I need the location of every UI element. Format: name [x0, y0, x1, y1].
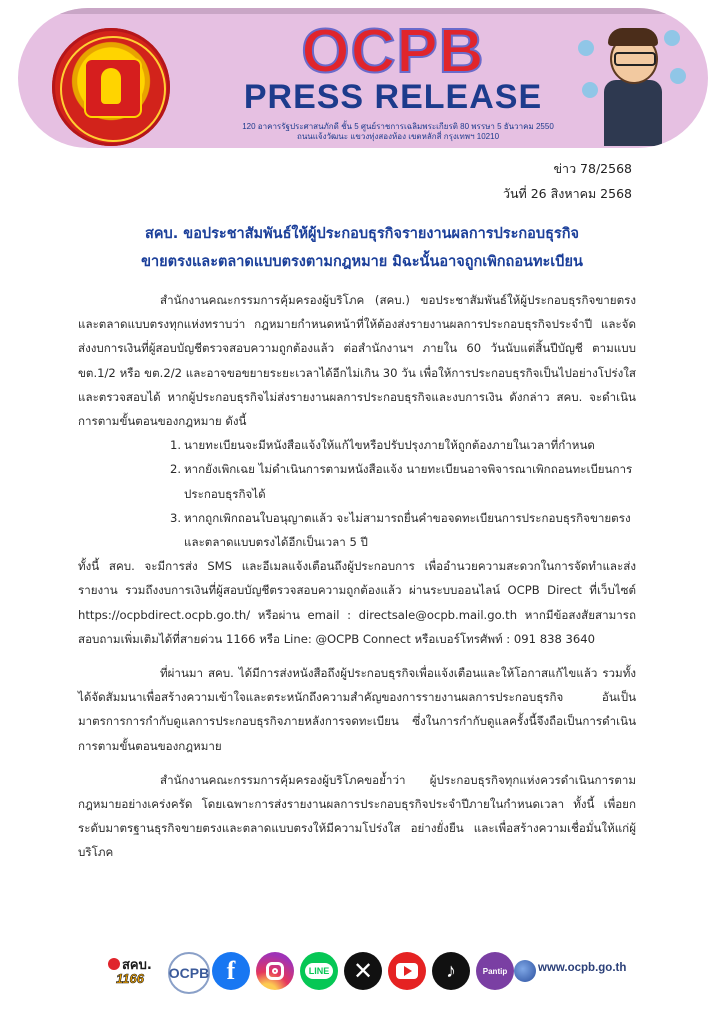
- hotline-number: 1166: [116, 971, 144, 986]
- headline-line-2: ขายตรงและตลาดแบบตรงตามกฎหมาย มิฉะนั้นอาจถูกเพิกถอนทะเบียน: [141, 254, 583, 270]
- article-body: [78, 288, 636, 865]
- banner-address: [188, 122, 608, 142]
- step-item: [78, 433, 636, 457]
- globe-icon: [514, 960, 536, 982]
- paragraph-2: ทั้งนี้ สคบ. จะมีการส่ง SMS และอีเมลแจ้งเตือนถึงผู้ประกอบการ เพื่ออำนวยความสะดวกในการจัดทำและส่งรายงาน รวมถึงงบการเงินที่ผู้สอบบัญชีตรวจสอบความถูกต้องแล้ว ผ่านระบบออนไลน์ OCPB Direct ที่เว็บไซต์ https://ocpbdirect.ocpb.go.th/ หรือผ่าน email : directsale@ocpb.mail.go.th หากมีข้อสงสัยสามารถสอบถามเพิ่มเติมได้ที่สายด่วน 1166 หรือ Line: @OCPB Connect หรือเบอร์โทรศัพท์ : 091 838 3640: [78, 559, 636, 646]
- hotline-dot-icon: [108, 958, 120, 970]
- step-item: [78, 457, 636, 505]
- news-number: ข่าว 78/2568: [553, 161, 632, 176]
- ocpb-circle-icon[interactable]: [168, 952, 210, 994]
- step-number: 3.: [170, 510, 182, 525]
- website-url: www.ocpb.go.th: [538, 962, 627, 974]
- x-twitter-icon[interactable]: ✕: [344, 952, 382, 990]
- banner-subtitle: PRESS RELEASE: [243, 78, 543, 116]
- footer-social-bar: [108, 950, 648, 994]
- play-glyph: [396, 963, 418, 979]
- pantip-label: Pantip: [482, 966, 508, 976]
- address-line-1: 120 อาคารรัฐประศาสนภักดี ชั้น 5 ศูนย์ราชการเฉลิมพระเกียรติ 80 พรรษา 5 ธันวาคม 2550: [242, 122, 554, 131]
- camera-glyph: [266, 962, 284, 980]
- step-text: หากยังเพิกเฉย ไม่ดำเนินการตามหนังสือแจ้ง นายทะเบียนอาจพิจารณาเพิกถอนทะเบียนการประกอบธุรกิจได้: [184, 462, 633, 501]
- headline-line-1: สคบ. ขอประชาสัมพันธ์ให้ผู้ประกอบธุรกิจรายงานผลการประกอบธุรกิจ: [145, 226, 579, 242]
- mascot-body: [604, 80, 662, 146]
- step-number: 2.: [170, 462, 182, 477]
- mascot-glasses: [614, 52, 656, 66]
- line-label: LINE: [305, 963, 334, 979]
- seal-emblem-icon: [84, 58, 142, 118]
- steps-list: [78, 433, 636, 554]
- bubble-icon: [670, 68, 686, 84]
- header-banner: [18, 8, 708, 148]
- line-icon[interactable]: [300, 952, 338, 990]
- paragraph-4: สำนักงานคณะกรรมการคุ้มครองผู้บริโภคขอย้ำว่า ผู้ประกอบธุรกิจทุกแห่งควรดำเนินการตามกฎหมายอย่างเคร่งครัด โดยเฉพาะการส่งรายงานผลการประกอบธุรกิจประจำปีภายในกำหนดเวลา ทั้งนี้ เพื่อยกระดับมาตรฐานธุรกิจขายตรงและตลาดแบบตรงให้มีความโปร่งใส อย่างยั่งยืน และเพื่อสร้างความเชื่อมั่นให้แก่ผู้บริโภค: [78, 772, 636, 860]
- headline: [60, 220, 664, 276]
- bubble-icon: [664, 30, 680, 46]
- paragraph-1: สำนักงานคณะกรรมการคุ้มครองผู้บริโภค (สคบ.) ขอประชาสัมพันธ์ให้ผู้ประกอบธุรกิจขายตรงและตลาดแบบตรงทุกแห่งทราบว่า กฎหมายกำหนดหน้าที่ให้ต้องส่งรายงานผลการประกอบธุรกิจประจำปี และจัดส่งงบการเงินที่ผู้สอบบัญชีตรวจสอบความถูกต้องแล้ว ต่อสำนักงานฯ ภายใน 60 วันนับแต่สิ้นปีบัญชี ตามแบบ ขต.1/2 หรือ ขต.2/2 และอาจขอขยายระยะเวลาได้อีกไม่เกิน 30 วัน เพื่อให้การประกอบธุรกิจเป็นไปอย่างโปร่งใสและตรวจสอบได้ หากผู้ประกอบธุรกิจไม่ส่งรายงานผลการประกอบธุรกิจและงบการเงิน ดังกล่าว สคบ. จะดำเนินการตามขั้นตอนของกฎหมาย ดังนี้: [78, 293, 636, 429]
- banner-stripe: [18, 8, 708, 14]
- step-number: 1.: [170, 438, 182, 453]
- tiktok-icon[interactable]: ♪: [432, 952, 470, 990]
- hotline-1166-logo[interactable]: [108, 954, 164, 988]
- step-text: นายทะเบียนจะมีหนังสือแจ้งให้แก้ไขหรือปรับปรุงภายให้ถูกต้องภายในเวลาที่กำหนด: [184, 438, 595, 453]
- bubble-icon: [582, 82, 598, 98]
- ocpb-circle-label: OCPB: [168, 965, 210, 981]
- news-date: วันที่ 26 สิงหาคม 2568: [502, 186, 632, 201]
- instagram-icon[interactable]: [256, 952, 294, 990]
- address-line-2: ถนนแจ้งวัฒนะ แขวงทุ่งสองห้อง เขตหลักสี่ กรุงเทพฯ 10210: [296, 132, 500, 141]
- step-text: หากถูกเพิกถอนใบอนุญาตแล้ว จะไม่สามารถยื่นคำขอจดทะเบียนการประกอบธุรกิจขายตรงและตลาดแบบตรงได้อีกเป็นเวลา 5 ปี: [184, 510, 631, 550]
- hotline-label: สคบ.: [122, 958, 152, 973]
- pantip-icon[interactable]: [476, 952, 514, 990]
- banner-title: OCPB: [301, 17, 485, 86]
- website-link[interactable]: [514, 958, 648, 984]
- facebook-icon[interactable]: f: [212, 952, 250, 990]
- news-meta: [503, 156, 632, 206]
- bubble-icon: [578, 40, 594, 56]
- mascot-illustration: [578, 22, 688, 146]
- step-item: [78, 506, 636, 554]
- paragraph-3: ที่ผ่านมา สคบ. ได้มีการส่งหนังสือถึงผู้ประกอบธุรกิจเพื่อแจ้งเตือนและให้โอกาสแก้ไขแล้ว รวมทั้งได้จัดสัมมนาเพื่อสร้างความเข้าใจและตระหนักถึงความสำคัญของการรายงานผลการประกอบธุรกิจ อันเป็นมาตรการการกำกับดูแลการประกอบธุรกิจภายหลังการจดทะเบียน ซึ่งในการกำกับดูแลครั้งนี้จึงถือเป็นการดำเนินการตามขั้นตอนของกฎหมาย: [78, 666, 636, 753]
- ocpb-seal-logo: [52, 28, 170, 146]
- mascot-hair: [608, 28, 658, 46]
- youtube-icon[interactable]: [388, 952, 426, 990]
